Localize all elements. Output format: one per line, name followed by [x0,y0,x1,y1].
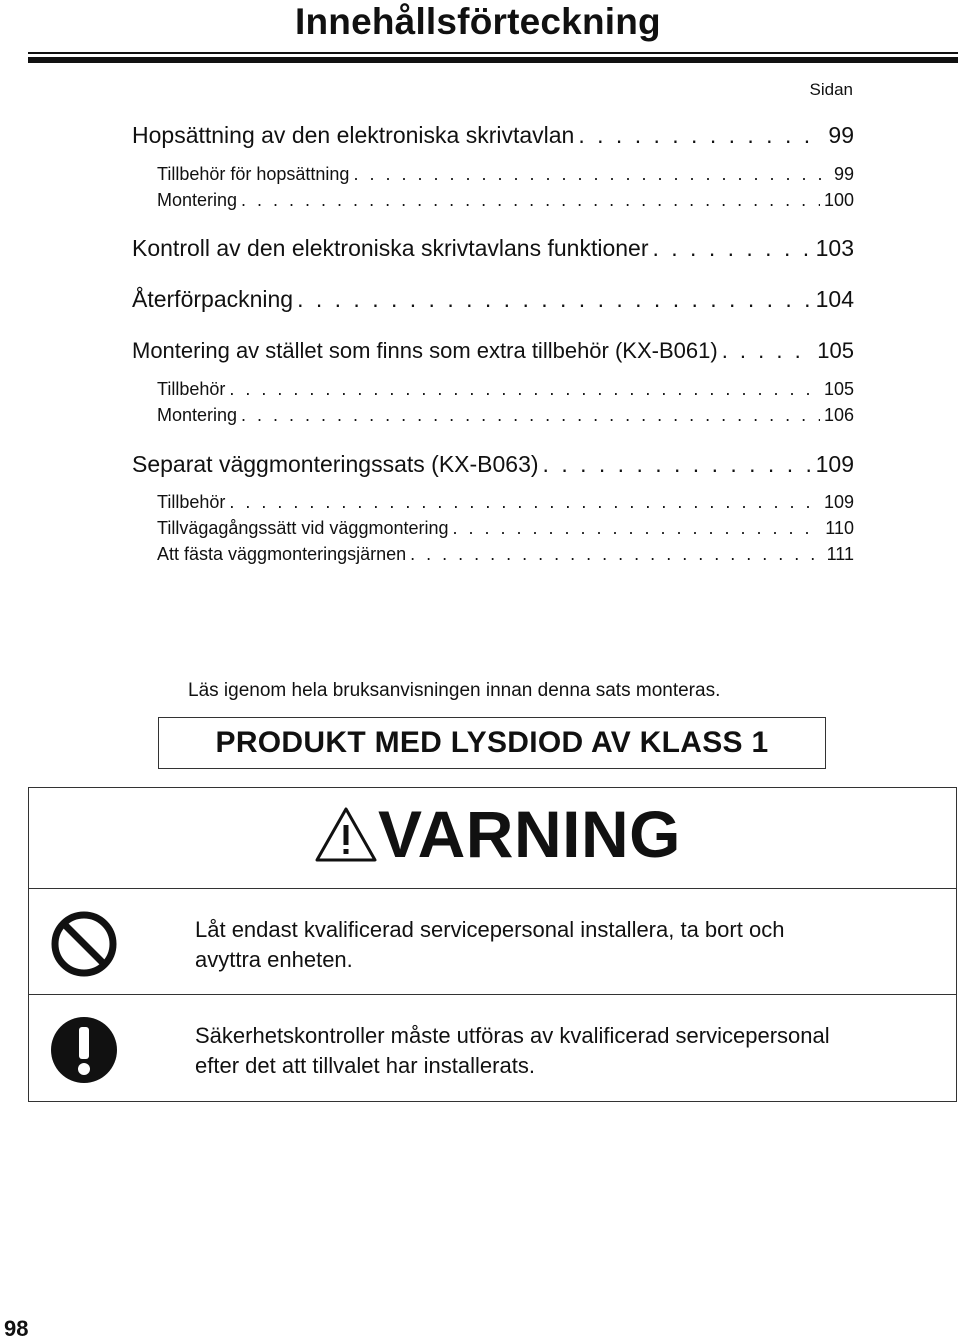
toc-subentry[interactable] [157,379,854,400]
toc-entry[interactable] [132,122,854,149]
toc-subentry[interactable] [157,190,854,211]
toc-subentry[interactable] [157,164,854,185]
toc-subentry[interactable] [157,492,854,513]
toc-leader-dots [453,518,822,539]
warning-text: Låt endast kvalificerad servicepersonal installera, ta bort och avyttra enheten. [195,917,785,972]
toc-subentry-page: 99 [833,164,854,184]
toc-subentry-page: 105 [823,379,854,399]
warning-box [28,787,957,1102]
toc-entry-page: 103 [815,235,854,261]
warning-title: VARNING [378,797,681,871]
toc-leader-dots [722,338,814,364]
toc-entry-page: 109 [815,451,854,477]
toc-entry[interactable] [132,451,854,478]
toc-leader-dots [410,544,822,565]
toc-subentry-label: Montering [157,190,238,210]
toc-leader-dots [241,190,820,211]
toc-entry[interactable] [132,235,854,262]
toc-entry-title: Separat väggmonteringssats (KX-B063) [132,451,539,477]
toc-entry[interactable] [132,286,854,313]
read-manual-note: Läs igenom hela bruksanvisningen innan denna sats monteras. [188,680,721,701]
warning-row [29,996,956,1100]
led-class-box [158,717,826,769]
toc-subentry-label: Tillbehör för hopsättning [157,164,350,184]
toc-subentry-label: Tillbehör [157,492,226,512]
toc-leader-dots [241,405,820,426]
toc-subentry-label: Tillbehör [157,379,226,399]
led-class-label: PRODUKT MED LYSDIOD AV KLASS 1 [215,726,769,759]
toc-leader-dots [297,286,812,313]
exclamation-icon [49,1015,119,1085]
toc-leader-dots [353,164,830,185]
toc-entry-page: 99 [828,122,854,148]
toc-subentry[interactable] [157,544,854,565]
toc-subentry-label: Montering [157,405,238,425]
page-number: 98 [4,1316,29,1341]
toc-leader-dots [652,235,811,262]
toc-entry[interactable] [132,338,854,364]
toc-subentry-page: 111 [826,544,854,564]
page-column-label: Sidan [809,80,853,99]
warning-text: Säkerhetskontroller måste utföras av kvalificerad servicepersonal efter det att tillvalet har installerats. [195,1023,830,1078]
toc-subentry-page: 106 [823,405,854,425]
toc-entry-title: Montering av stället som finns som extra tillbehör (KX-B061) [132,338,718,363]
toc-subentry-label: Att fästa väggmonteringsjärnen [157,544,407,564]
table-of-contents [132,0,854,600]
toc-subentry[interactable] [157,518,854,539]
toc-subentry-page: 100 [823,190,854,210]
prohibition-icon [49,909,119,979]
toc-entry-page: 104 [815,286,854,312]
toc-leader-dots [578,122,824,149]
toc-subentry-label: Tillvägagångssätt vid väggmontering [157,518,449,538]
toc-subentry-page: 109 [823,492,854,512]
toc-subentry[interactable] [157,405,854,426]
warning-title-row [314,796,681,872]
toc-leader-dots [543,451,812,478]
warning-header [29,788,956,889]
toc-entry-page: 105 [817,338,854,363]
page-title: Innehållsförteckning [295,1,661,42]
toc-subentry-page: 110 [825,518,854,538]
toc-entry-title: Hopsättning av den elektroniska skrivtavlan [132,122,575,148]
toc-leader-dots [229,379,820,400]
toc-leader-dots [229,492,820,513]
warning-triangle-icon [314,805,378,863]
toc-entry-title: Återförpackning [132,286,294,312]
toc-entry-title: Kontroll av den elektroniska skrivtavlans funktioner [132,235,649,261]
warning-row [29,890,956,995]
